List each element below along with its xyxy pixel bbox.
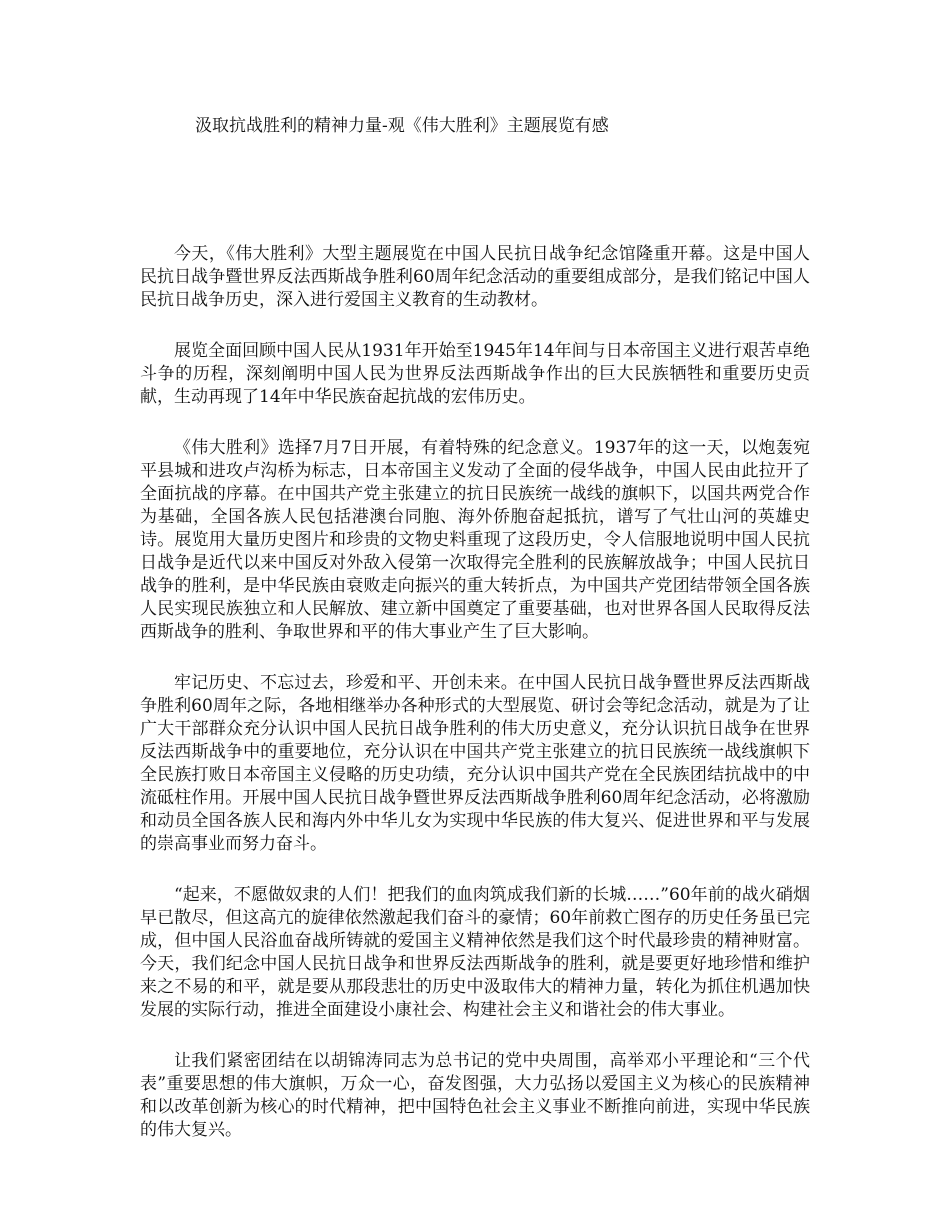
paragraph-opening: 今天，《伟大胜利》大型主题展览在中国人民抗日战争纪念馆隆重开幕。这是中国人民抗日战争暨世界反法西斯战争胜利60周年纪念活动的重要组成部分，是我们铭记中国人民抗日战争历史，深入进行爱国主义教育的生动教材。 [140, 244, 810, 310]
paragraph-exhibition-overview: 展览全面回顾中国人民从1931年开始至1945年14年间与日本帝国主义进行艰苦卓绝斗争的历程，深刻阐明中国人民为世界反法西斯战争作出的巨大民族牺牲和重要历史贡献，生动再现了14年中华民族奋起抗战的宏伟历史。 [140, 341, 810, 407]
document-title: 汲取抗战胜利的精神力量-观《伟大胜利》主题展览有感 [195, 116, 609, 136]
paragraph-july-seventh: 《伟大胜利》选择7月7日开展，有着特殊的纪念意义。1937年的这一天，以炮轰宛平县城和进攻卢沟桥为标志，日本帝国主义发动了全面的侵华战争，中国人民由此拉开了全面抗战的序幕。在中国共产党主张建立的抗日民族统一战线的旗帜下，以国共两党合作为基础，全国各族人民包括港澳台同胞、海外侨胞奋起抵抗，谱写了气壮山河的英雄史诗。展览用大量历史图片和珍贵的文物史料重现了这段历史，令人信服地说明中国人民抗日战争是近代以来中国反对外敌入侵第一次取得完全胜利的民族解放战争；中国人民抗日战争的胜利，是中华民族由衰败走向振兴的重大转折点，为中国共产党团结带领全国各族人民实现民族独立和人民解放、建立新中国奠定了重要基础，也对世界各国人民取得反法西斯战争的胜利、争取世界和平的伟大事业产生了巨大影响。 [140, 438, 810, 642]
paragraph-anthem-quote: “起来，不愿做奴隶的人们！把我们的血肉筑成我们新的长城……”60年前的战火硝烟早已散尽，但这高亢的旋律依然激起我们奋斗的豪情；60年前救亡图存的历史任务虽已完成，但中国人民浴血奋战所铸就的爱国主义精神依然是我们这个时代最珍贵的精神财富。今天，我们纪念中国人民抗日战争和世界反法西斯战争的胜利，就是要更好地珍惜和维护来之不易的和平，就是要从那段悲壮的历史中汲取伟大的精神力量，转化为抓住机遇加快发展的实际行动，推进全面建设小康社会、构建社会主义和谐社会的伟大事业。 [140, 885, 810, 1020]
paragraph-remember-history: 牢记历史、不忘过去，珍爱和平、开创未来。在中国人民抗日战争暨世界反法西斯战争胜利60周年之际，各地相继举办各种形式的大型展览、研讨会等纪念活动，就是为了让广大干部群众充分认识中国人民抗日战争胜利的伟大历史意义，充分认识抗日战争在世界反法西斯战争中的重要地位，充分认识在中国共产党主张建立的抗日民族统一战线旗帜下全民族打败日本帝国主义侵略的历史功绩，充分认识中国共产党在全民族团结抗战中的中流砥柱作用。开展中国人民抗日战争暨世界反法西斯战争胜利60周年纪念活动，必将激励和动员全国各族人民和海内外中华儿女为实现中华民族的伟大复兴、促进世界和平与发展的崇高事业而努力奋斗。 [140, 673, 810, 854]
paragraph-closing: 让我们紧密团结在以胡锦涛同志为总书记的党中央周围，高举邓小平理论和“三个代表”重要思想的伟大旗帜，万众一心，奋发图强，大力弘扬以爱国主义为核心的民族精神和以改革创新为核心的时代精神，把中国特色社会主义事业不断推向前进，实现中华民族的伟大复兴。 [140, 1051, 810, 1140]
document-body [140, 243, 810, 1170]
